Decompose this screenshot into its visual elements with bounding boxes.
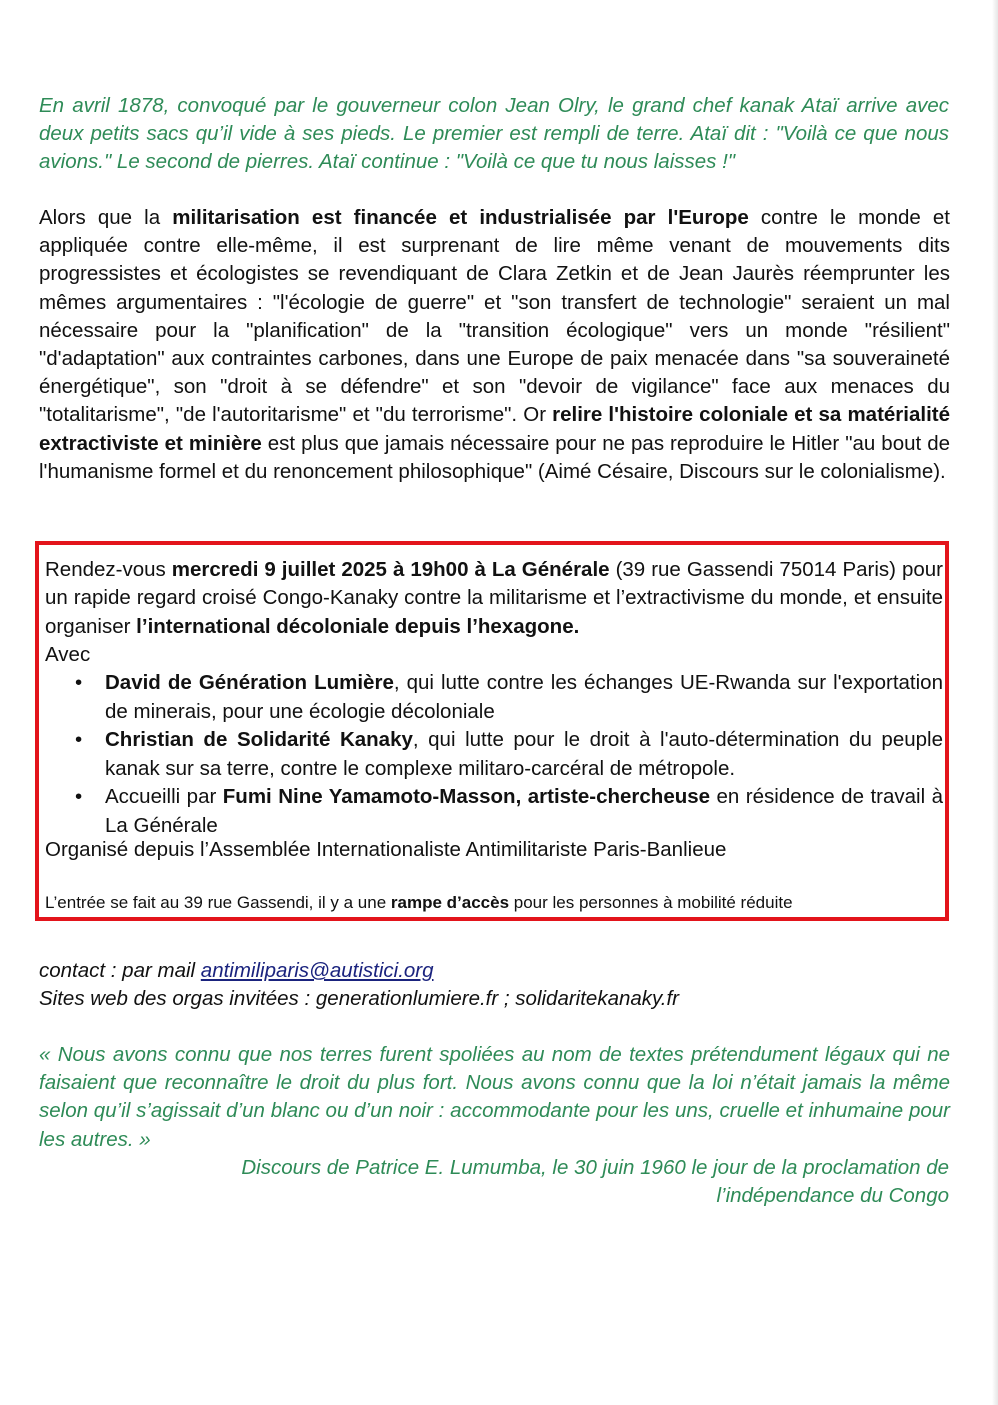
guests-heading: Avec xyxy=(45,643,91,666)
guest-item xyxy=(45,669,943,726)
guest-text: , qui lutte contre les échanges UE-Rwanda sur l'exportation de minerais, pour une écologie décoloniale xyxy=(105,671,943,723)
contact-label: contact : par mail xyxy=(39,959,201,982)
attribution-line: Discours de Patrice E. Lumumba, le 30 juin 1960 le jour de la proclamation de xyxy=(241,1156,949,1179)
access-ramp: rampe d’accès xyxy=(390,893,510,912)
guest-text: , qui lutte pour le droit à l'auto-détermination du peuple kanak sur sa terre, contre le complexe militaro-carcéral de métropole. xyxy=(105,728,943,780)
guest-name: David de Génération Lumière xyxy=(105,671,394,694)
event-announcement xyxy=(45,556,943,641)
access-text: pour les personnes à mobilité réduite xyxy=(509,893,793,912)
contact-email-link[interactable]: antimiliparis@autistici.org xyxy=(200,959,434,982)
event-text-part: (39 rue Gassendi 75014 Paris) pour un rapide regard croisé Congo-Kanaky contre la militarisme et l’extractivisme du monde, et ensuite organiser xyxy=(45,558,944,638)
attribution-line: l’indépendance du Congo xyxy=(716,1184,949,1207)
bullet-icon: • xyxy=(75,671,83,694)
main-text-bold: relire l'histoire coloniale et sa matérialité extractiviste et minière xyxy=(39,403,950,455)
guest-text: en résidence de travail à La Générale xyxy=(105,785,944,837)
guest-item xyxy=(45,783,943,840)
intro-quote: En avril 1878, convoqué par le gouverneur colon Jean Olry, le grand chef kanak Ataï arrive avec deux petits sacs qu’il vide à ses pieds. Le premier est rempli de terre. Ataï dit : "Voilà ce que nous avions." Le second de pierres. Ataï continue : "Voilà ce que tu nous laisses !" xyxy=(39,94,949,173)
websites-line: Sites web des orgas invitées : generationlumiere.fr ; solidaritekanaky.fr xyxy=(39,987,679,1010)
main-text-bold: militarisation est financée et industrialisée par l'Europe xyxy=(172,206,749,229)
event-goal: l’international décoloniale depuis l’hexagone. xyxy=(136,614,580,638)
accessibility-note xyxy=(45,892,793,914)
event-info-box xyxy=(35,541,949,921)
quote-attribution xyxy=(150,1154,949,1210)
guest-item xyxy=(45,726,943,783)
bullet-icon: • xyxy=(75,785,83,808)
main-text-part: Alors que la xyxy=(39,206,173,229)
contact-line xyxy=(39,957,950,985)
main-text-part: est plus que jamais nécessaire pour ne pas reproduire le Hitler "au bout de l'humanisme formel et du renoncement philosophique" (Aimé Césaire, Discours sur le colonialisme). xyxy=(39,431,950,483)
page-edge-shadow xyxy=(992,0,998,1405)
event-date-location: mercredi 9 juillet 2025 à 19h00 à La Générale xyxy=(171,558,610,581)
guest-list xyxy=(45,669,943,840)
main-text-part: contre le monde et appliquée contre elle-même, il est surprenant de lire même venant de mouvements dits progressistes et écologistes se revendiquant de Clara Zetkin et de Jean Jaurès réemprunter les mêmes argumentaires : "l'écologie de guerre" et "son transfert de technologie" seraient un mal nécessaire pour la "planification" de la "transition écologique" vers un monde "résilient" "d'adaptation" aux contraintes carbones, dans une Europe de paix menacée dans "sa souveraineté énergétique", son "droit à se défendre" et son "devoir de vigilance" face aux menaces du "totalitarisme", "de l'autoritarisme" et "du terrorisme". Or xyxy=(39,206,950,427)
main-paragraph xyxy=(39,204,950,486)
access-text: L’entrée se fait au 39 rue Gassendi, il y a une xyxy=(45,893,391,912)
organizer-line: Organisé depuis l’Assemblée Internationaliste Antimilitariste Paris-Banlieue xyxy=(45,838,727,861)
guest-name: Fumi Nine Yamamoto-Masson, artiste-chercheuse xyxy=(222,785,711,808)
contact-block xyxy=(39,957,950,1013)
guest-text: Accueilli par xyxy=(105,785,223,808)
event-text-part: Rendez-vous xyxy=(45,558,172,581)
guest-name: Christian de Solidarité Kanaky xyxy=(105,728,413,751)
bullet-icon: • xyxy=(75,728,83,751)
lumumba-quote: « Nous avons connu que nos terres furent spoliées au nom de textes prétendument légaux qui ne faisaient que reconnaître le droit du plus fort. Nous avons connu que la loi n’était jamais la même selon qu’il s’agissait d’un blanc ou d’un noir : accommodante pour les uns, cruelle et inhumaine pour les autres. » xyxy=(39,1043,950,1151)
